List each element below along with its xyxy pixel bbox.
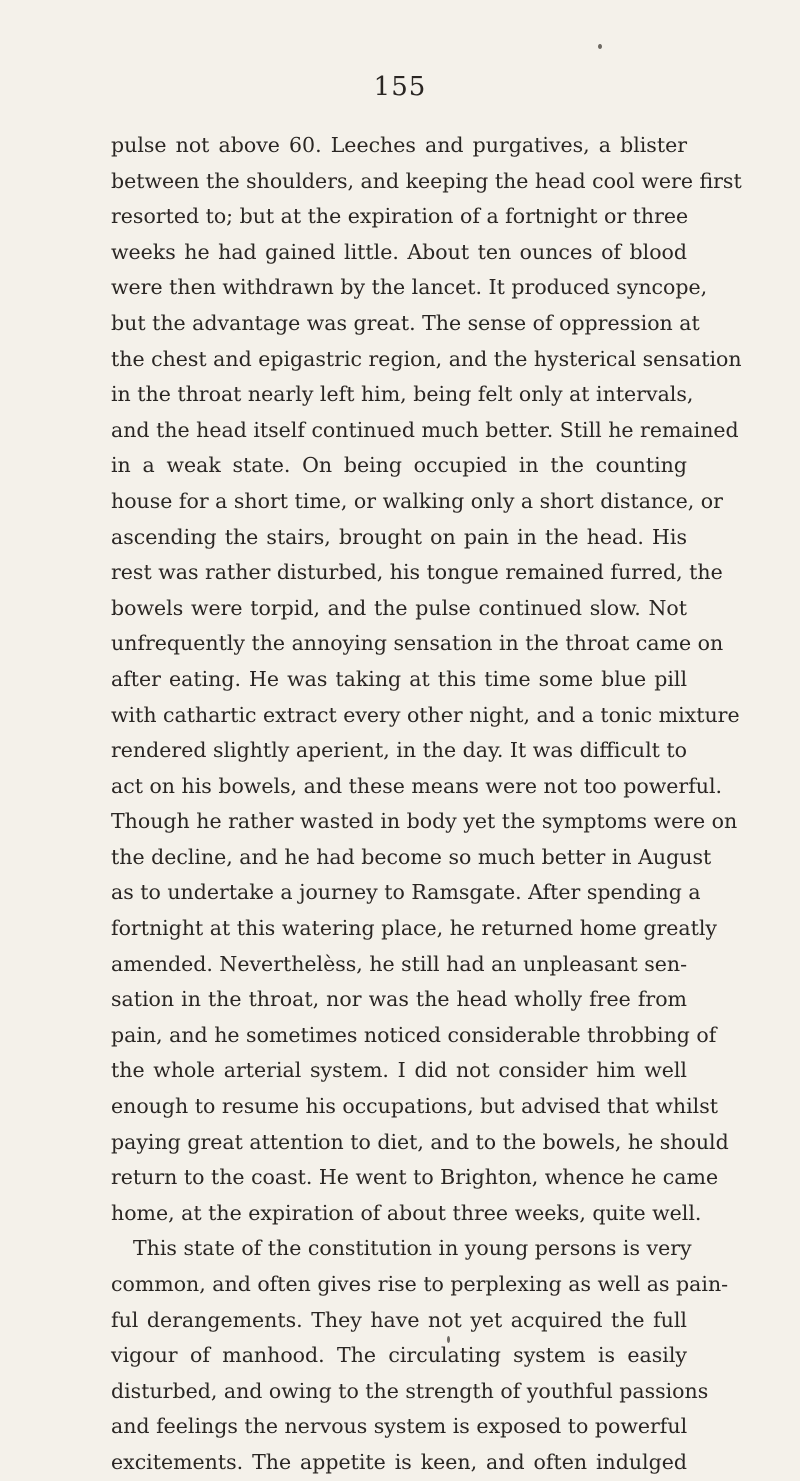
text-line: ascending the stairs, brought on pain in the head. His	[111, 524, 687, 549]
text-line: paying great attention to diet, and to the bowels, he should	[111, 1129, 729, 1154]
text-line: and feelings the nervous system is exposed to powerful	[111, 1414, 688, 1439]
text-line: were then withdrawn by the lancet. It produced syncope,	[111, 275, 708, 300]
text-line: with cathartic extract every other night, and a tonic mixture	[111, 702, 740, 727]
page-number: 155	[373, 72, 427, 102]
text-line: pain, and he sometimes noticed considerable throbbing of	[111, 1022, 717, 1047]
text-line: home, at the expiration of about three weeks, quite well.	[111, 1200, 702, 1225]
text-line: common, and often gives rise to perplexing as well as pain-	[111, 1272, 729, 1296]
text-line: the whole arterial system. I did not consider him well	[111, 1058, 687, 1083]
text-line: fortnight at this watering place, he returned home greatly	[111, 916, 717, 941]
text-line: Though he rather wasted in body yet the symptoms were on	[111, 809, 738, 834]
text-line: in the throat nearly left him, being felt only at intervals,	[111, 382, 694, 407]
text-line: return to the coast. He went to Brighton, whence he came	[111, 1165, 719, 1190]
text-line: and the head itself continued much better. Still he remained	[111, 417, 739, 442]
text-line: This state of the constitution in young persons is very	[133, 1236, 692, 1261]
text-line: house for a short time, or walking only a short distance, or	[111, 488, 723, 513]
text-line: after eating. He was taking at this time some blue pill	[111, 666, 687, 691]
text-line: the decline, and he had become so much better in August	[111, 844, 712, 869]
text-line: as to undertake a journey to Ramsgate. After spending a	[111, 880, 701, 905]
text-line: rest was rather disturbed, his tongue remained furred, the	[111, 560, 723, 585]
text-line: disturbed, and owing to the strength of youthful passions	[111, 1378, 709, 1403]
paper-speck	[447, 1336, 450, 1343]
paper-speck	[598, 44, 602, 49]
text-line: bowels were torpid, and the pulse continued slow. Not	[111, 595, 687, 620]
text-line: enough to resume his occupations, but advised that whilst	[111, 1094, 718, 1119]
text-line: sation in the throat, nor was the head wholly free from	[111, 987, 687, 1012]
text-line: amended. Neverthelèss, he still had an unpleasant sen-	[111, 951, 688, 976]
text-line: but the advantage was great. The sense of oppression at	[111, 310, 700, 335]
text-line: between the shoulders, and keeping the head cool were first	[111, 168, 742, 193]
text-line: unfrequently the annoying sensation in the throat came on	[111, 631, 724, 656]
body-text	[111, 128, 742, 1481]
text-line: ful derangements. They have not yet acquired the full	[111, 1307, 687, 1332]
text-line: vigour of manhood. The circulating system is easily	[111, 1343, 687, 1368]
text-line: the chest and epigastric region, and the hysterical sensation	[111, 346, 742, 371]
text-line: in a weak state. On being occupied in the counting	[111, 453, 687, 478]
text-line: resorted to; but at the expiration of a fortnight or three	[111, 204, 689, 229]
text-line: pulse not above 60. Leeches and purgatives, a blister	[111, 133, 687, 157]
text-line: rendered slightly aperient, in the day. It was difficult to	[111, 738, 687, 763]
text-line: excitements. The appetite is keen, and often indulged	[111, 1449, 687, 1474]
text-line: weeks he had gained little. About ten ounces of blood	[111, 239, 687, 264]
text-line: act on his bowels, and these means were not too powerful.	[111, 773, 723, 798]
